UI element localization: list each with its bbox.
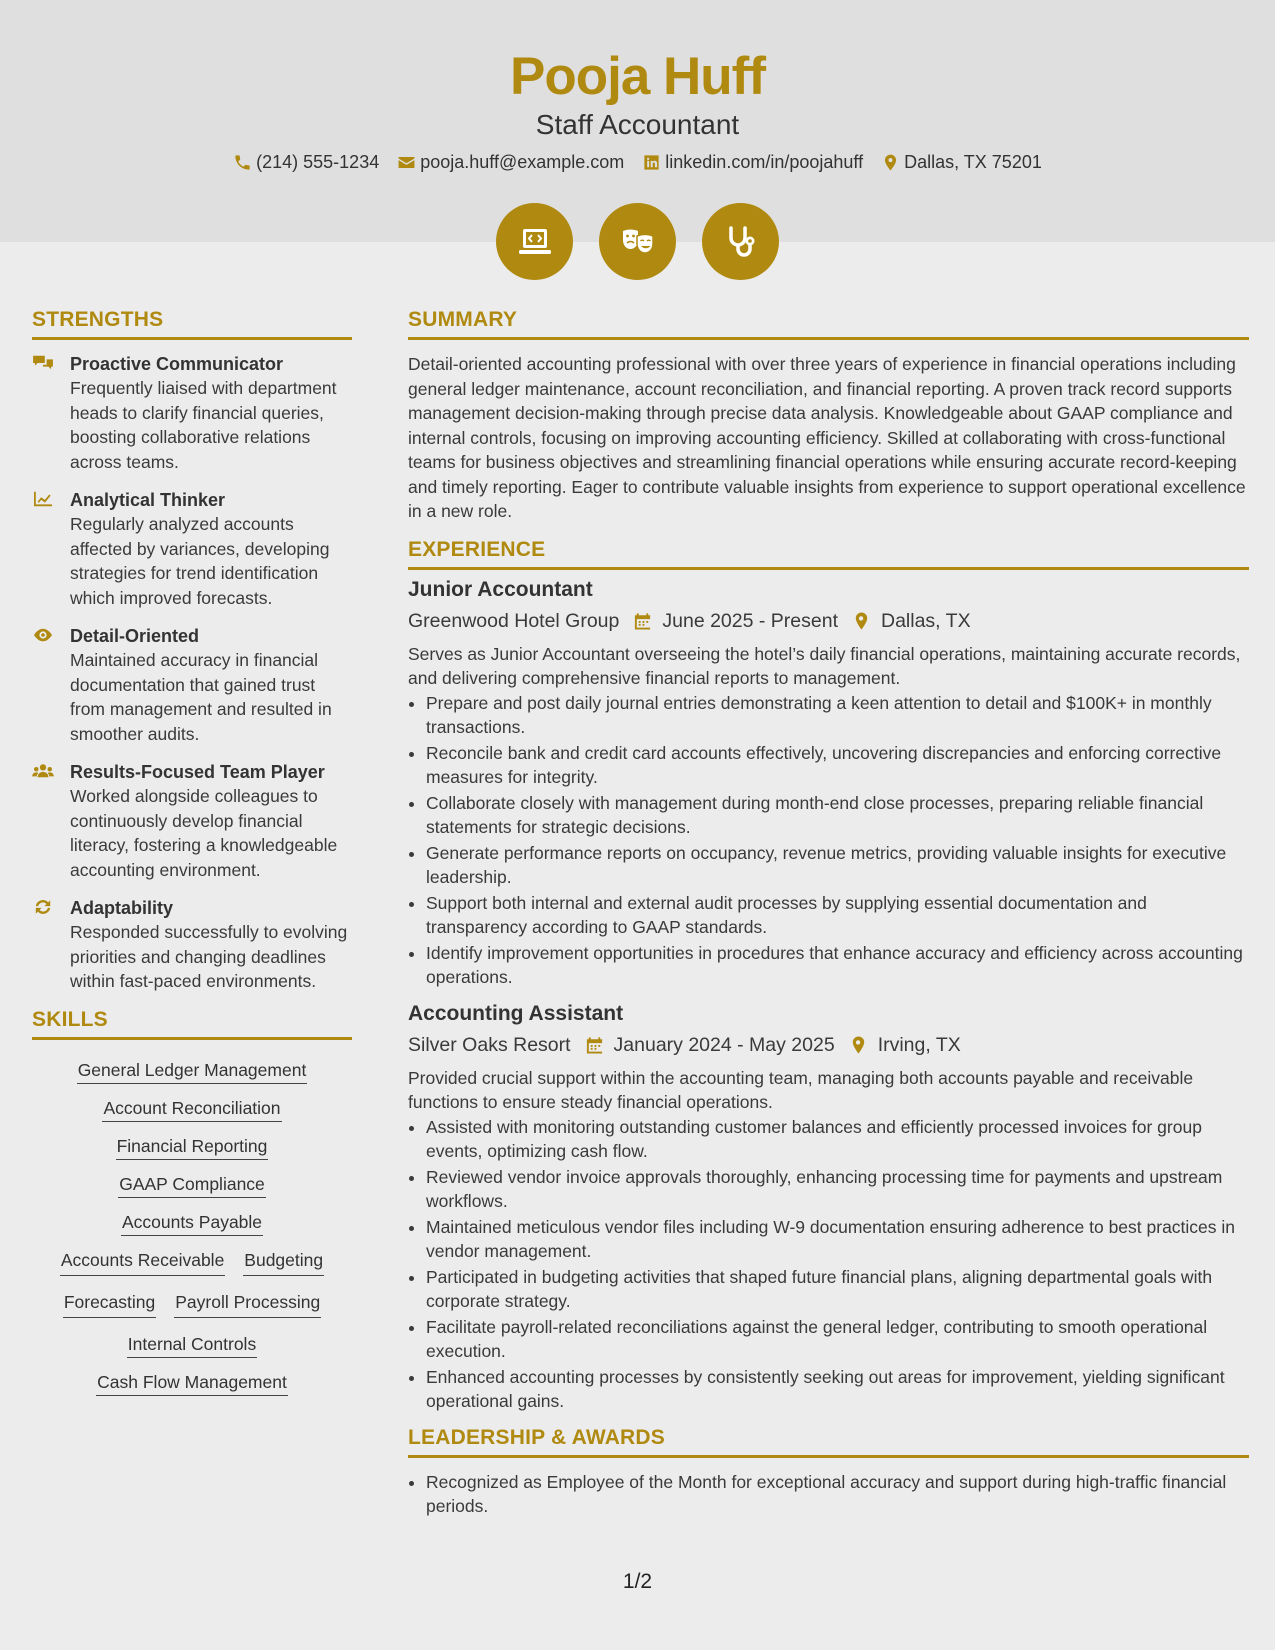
skill-tag: Internal Controls	[127, 1334, 257, 1358]
envelope-icon	[397, 153, 416, 172]
location-text: Dallas, TX 75201	[904, 152, 1042, 172]
job-description: Serves as Junior Accountant overseeing the hotel’s daily financial operations, maintaining accurate records, and delivering comprehensive financial reports to management.	[408, 643, 1241, 688]
strength-title: Adaptability	[70, 898, 174, 918]
job-role: Accounting Assistant	[408, 1001, 624, 1025]
skills-heading: SKILLS	[32, 1008, 352, 1040]
skill-tag: Forecasting	[63, 1290, 156, 1318]
job-bullets	[408, 1115, 1249, 1414]
theater-masks-icon	[599, 203, 676, 280]
skill-tag: Cash Flow Management	[96, 1372, 288, 1396]
right-column	[408, 308, 1249, 1520]
strength-item	[32, 352, 352, 474]
strength-desc: Frequently liaised with department heads to clarify financial queries, boosting collaborative relations across teams.	[70, 378, 337, 472]
list-item: • Recognized as Employee of the Month for exceptional accuracy and support during high-traffic financial periods.	[426, 1470, 1249, 1519]
job-company: Silver Oaks Resort	[408, 1033, 571, 1056]
phone-icon	[233, 153, 252, 172]
job-description: Provided crucial support within the accounting team, managing both accounts payable and receivable functions to ensure steady financial operations.	[408, 1067, 1194, 1112]
job-meta	[408, 1032, 1249, 1058]
job-dates: June 2025 - Present	[662, 609, 838, 632]
contact-linkedin[interactable]	[642, 152, 863, 173]
phone-text: (214) 555-1234	[256, 152, 380, 172]
skill-tag: Accounts Payable	[121, 1212, 263, 1236]
comments-icon	[32, 354, 54, 372]
linkedin-link[interactable]: linkedin.com/in/poojahuff	[665, 152, 864, 172]
location-pin-icon	[849, 1035, 868, 1055]
contact-phone	[233, 152, 379, 173]
strength-item	[32, 624, 352, 746]
job-entry	[408, 1000, 1249, 1414]
list-item: • Reviewed vendor invoice approvals thoroughly, enhancing processing time for payments and upstream workflows.	[426, 1165, 1249, 1214]
skill-tag: Payroll Processing	[174, 1290, 321, 1318]
job-location: Dallas, TX	[881, 609, 971, 632]
strength-title: Proactive Communicator	[70, 354, 284, 374]
leadership-bullets	[408, 1470, 1249, 1519]
list-item: • Collaborate closely with management during month-end close processes, preparing reliable financial statements for strategic decisions.	[426, 791, 1249, 840]
list-item: • Maintained meticulous vendor files including W-9 documentation ensuring adherence to best practices in vendor management.	[426, 1215, 1249, 1264]
list-item: • Generate performance reports on occupancy, revenue metrics, providing valuable insights for executive leadership.	[426, 841, 1249, 890]
strength-desc: Regularly analyzed accounts affected by variances, developing strategies for trend identification which improved forecasts.	[70, 514, 330, 608]
hobby-icons	[0, 203, 1275, 280]
skill-tag: GAAP Compliance	[118, 1174, 266, 1198]
sync-icon	[32, 898, 54, 916]
skill-tag: Account Reconciliation	[102, 1098, 281, 1122]
job-location: Irving, TX	[877, 1033, 961, 1056]
contact-email[interactable]	[397, 152, 624, 173]
job-title-heading: Staff Accountant	[535, 109, 740, 140]
job-role: Junior Accountant	[408, 577, 593, 601]
laptop-code-icon	[496, 203, 573, 280]
calendar-icon	[633, 611, 652, 631]
list-item: • Identify improvement opportunities in procedures that enhance accuracy and efficiency across accounting operations.	[426, 941, 1249, 990]
page-number: 1/2	[622, 1570, 653, 1593]
skill-tag: Budgeting	[243, 1248, 324, 1276]
job-entry	[408, 576, 1249, 990]
list-item: • Support both internal and external audit processes by supplying essential documentation and transparency according to GAAP standards.	[426, 891, 1249, 940]
list-item: • Assisted with monitoring outstanding customer balances and efficiently processed invoices for group events, optimizing cash flow.	[426, 1115, 1249, 1164]
summary-heading: SUMMARY	[408, 308, 1249, 340]
strength-title: Detail-Oriented	[70, 626, 200, 646]
strengths-heading: STRENGTHS	[32, 308, 352, 340]
location-pin-icon	[852, 611, 871, 631]
strength-desc: Responded successfully to evolving priorities and changing deadlines within fast-paced environments.	[70, 922, 348, 991]
location-pin-icon	[881, 153, 900, 172]
strength-item	[32, 488, 352, 610]
left-column	[32, 308, 352, 1394]
strength-item	[32, 760, 352, 882]
candidate-name: Pooja Huff	[510, 47, 765, 106]
contact-location	[881, 152, 1042, 173]
calendar-icon	[585, 1035, 604, 1055]
strength-desc: Maintained accuracy in financial documentation that gained trust from management and resulted in smoother audits.	[70, 650, 332, 744]
experience-heading: EXPERIENCE	[408, 538, 1249, 570]
strength-item	[32, 896, 352, 994]
strength-desc: Worked alongside colleagues to continuously develop financial literacy, fostering a knowledgeable accounting environment.	[70, 786, 338, 880]
contact-bar	[0, 152, 1275, 173]
list-item: • Prepare and post daily journal entries demonstrating a keen attention to detail and $100K+ in monthly transactions.	[426, 691, 1249, 740]
eye-icon	[32, 626, 54, 644]
job-meta	[408, 608, 1249, 634]
list-item: • Enhanced accounting processes by consistently seeking out areas for improvement, yielding significant operational gains.	[426, 1365, 1249, 1414]
stethoscope-icon	[702, 203, 779, 280]
linkedin-icon	[642, 153, 661, 172]
strength-title: Results-Focused Team Player	[70, 762, 325, 782]
users-icon	[32, 762, 54, 780]
list-item: • Participated in budgeting activities that shaped future financial plans, aligning departmental goals with corporate strategy.	[426, 1265, 1249, 1314]
strength-title: Analytical Thinker	[70, 490, 226, 510]
list-item: • Reconcile bank and credit card accounts effectively, uncovering discrepancies and enforcing corrective measures for integrity.	[426, 741, 1249, 790]
summary-text: Detail-oriented accounting professional with over three years of experience in financial operations including general ledger maintenance, account reconciliation, and financial reporting. A proven track record supports management decision-making through precise data analysis. Knowledgeable about GAAP compliance and internal controls, focusing on improving accounting efficiency. Skilled at collaborating with cross-functional teams for business objectives and streamlining financial operations while ensuring accurate record-keeping and timely reporting. Eager to contribute valuable insights from experience to support operational excellence in a new role.	[408, 354, 1246, 521]
email-link[interactable]: pooja.huff@example.com	[420, 152, 625, 172]
skill-tag: Financial Reporting	[116, 1136, 269, 1160]
skill-tag: General Ledger Management	[77, 1060, 308, 1084]
skill-tag: Accounts Receivable	[60, 1248, 225, 1276]
job-dates: January 2024 - May 2025	[613, 1033, 835, 1056]
job-bullets	[408, 691, 1249, 990]
chart-line-icon	[32, 490, 54, 508]
list-item: • Facilitate payroll-related reconciliations against the general ledger, contributing to smooth operational execution.	[426, 1315, 1249, 1364]
skills-list	[32, 1052, 352, 1394]
job-company: Greenwood Hotel Group	[408, 609, 620, 632]
leadership-heading: LEADERSHIP & AWARDS	[408, 1426, 1249, 1458]
